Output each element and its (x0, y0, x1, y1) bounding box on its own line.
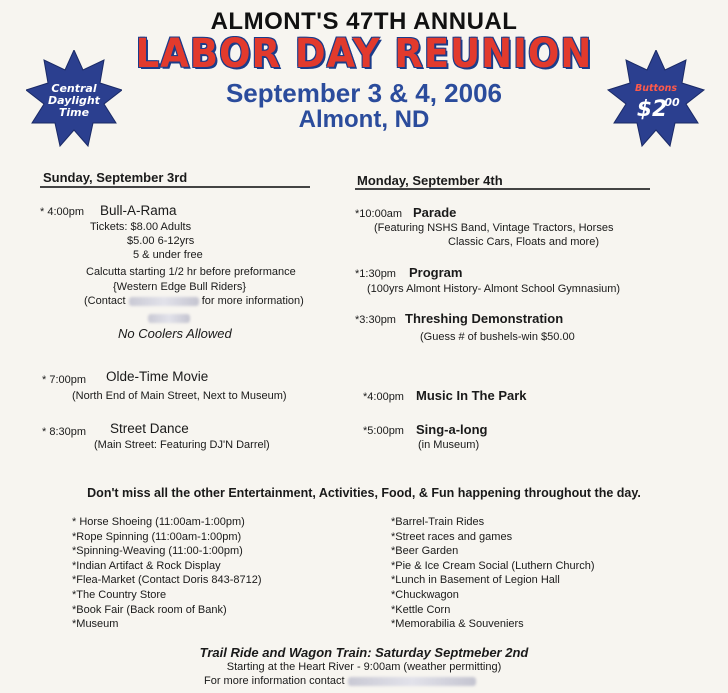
star-text-line3: Time (58, 106, 90, 119)
central-daylight-time-star (26, 50, 122, 150)
bull-title: Bull-A-Rama (100, 203, 177, 218)
star-text-line1: Central (51, 82, 97, 95)
list-item: *Street races and games (391, 530, 513, 543)
sing-time: *5:00pm (363, 425, 404, 437)
bull-line-2: $5.00 6-12yrs (127, 235, 195, 247)
threshing-time: *3:30pm (355, 314, 396, 326)
music-title: Music In The Park (416, 388, 527, 403)
buttons-cents: 00 (664, 96, 680, 109)
bull-contact (84, 295, 304, 307)
bull-contact-post: for more information) (201, 295, 304, 307)
bull-line-1: Tickets: $8.00 Adults (90, 221, 192, 233)
threshing-detail: (Guess # of bushels-win $50.00 (420, 331, 575, 343)
list-item: *Book Fair (Back room of Bank) (72, 603, 227, 616)
music-time: *4:00pm (363, 391, 404, 403)
event-location: Almont, ND (298, 106, 430, 133)
trail-ride-contact-text: For more information contact (204, 675, 345, 687)
list-item: *Lunch in Basement of Legion Hall (391, 574, 560, 587)
sunday-divider (40, 186, 310, 188)
list-item: *The Country Store (72, 588, 167, 601)
sing-title: Sing-a-long (416, 422, 488, 437)
bull-line-3: 5 & under free (133, 249, 203, 261)
sing-detail: (in Museum) (418, 439, 480, 451)
dont-miss-banner: Don't miss all the other Entertainment, Activities, Food, & Fun happening throughout the day. (87, 486, 641, 500)
movie-detail: (North End of Main Street, Next to Museum) (72, 390, 287, 402)
bull-time: * 4:00pm (40, 206, 85, 218)
list-item: *Chuckwagon (391, 588, 459, 601)
parade-time: *10:00am (355, 208, 403, 220)
monday-header: Monday, September 4th (357, 173, 503, 188)
list-item: * Horse Shoeing (11:00am-1:00pm) (72, 516, 245, 528)
program-detail: (100yrs Almont History- Almont School Gymnasium) (367, 283, 621, 295)
dance-detail: (Main Street: Featuring DJ'N Darrel) (94, 439, 270, 451)
list-item: *Museum (72, 618, 119, 631)
list-item: *Barrel-Train Rides (391, 516, 485, 528)
event-subtitle: ALMONT'S 47TH ANNUAL (210, 8, 518, 35)
threshing-title: Threshing Demonstration (405, 311, 564, 326)
list-item: *Beer Garden (391, 545, 459, 558)
bull-line-4: Calcutta starting 1/2 hr before preformance (86, 266, 296, 278)
list-item: *Pie & Ice Cream Social (Luthern Church) (391, 559, 595, 572)
list-item: *Spinning-Weaving (11:00-1:00pm) (72, 545, 243, 558)
activities-right-list (391, 515, 595, 632)
movie-title: Olde-Time Movie (106, 369, 209, 384)
trail-ride-line1: Starting at the Heart River - 9:00am (weather permitting) (226, 661, 502, 673)
list-item: *Memorabilia & Souveniers (391, 618, 524, 631)
event-title: LABOR DAY REUNION (135, 30, 593, 77)
parade-detail-1: (Featuring NSHS Band, Vintage Tractors, Horses (374, 222, 614, 234)
parade-title: Parade (413, 205, 457, 220)
sunday-header: Sunday, September 3rd (43, 170, 188, 185)
redacted-name (129, 297, 199, 306)
list-item: *Rope Spinning (11:00am-1:00pm) (72, 530, 242, 543)
monday-divider (355, 188, 650, 190)
program-time: *1:30pm (355, 268, 396, 280)
movie-time: * 7:00pm (42, 374, 87, 386)
no-coolers-notice: No Coolers Allowed (118, 326, 232, 341)
buttons-label: Buttons (634, 83, 678, 94)
dance-time: * 8:30pm (42, 426, 87, 438)
trail-ride-contact (204, 675, 476, 687)
event-dates: September 3 & 4, 2006 (225, 78, 503, 108)
list-item: *Kettle Corn (391, 603, 451, 616)
program-title: Program (409, 265, 463, 280)
redacted-contact (348, 677, 476, 686)
list-item: *Flea-Market (Contact Doris 843-8712) (72, 574, 262, 587)
bull-line-5: {Western Edge Bull Riders} (113, 281, 247, 293)
dance-title: Street Dance (110, 421, 189, 436)
list-item: *Indian Artifact & Rock Display (72, 559, 221, 572)
parade-detail-2: Classic Cars, Floats and more) (448, 236, 599, 248)
buttons-price-star (606, 50, 706, 150)
activities-left-list (72, 515, 262, 632)
buttons-price: $2 (636, 97, 668, 122)
trail-ride-title: Trail Ride and Wagon Train: Saturday Septmeber 2nd (199, 645, 529, 660)
star-text-line2: Daylight (48, 94, 100, 107)
bull-contact-pre: (Contact (84, 295, 126, 307)
